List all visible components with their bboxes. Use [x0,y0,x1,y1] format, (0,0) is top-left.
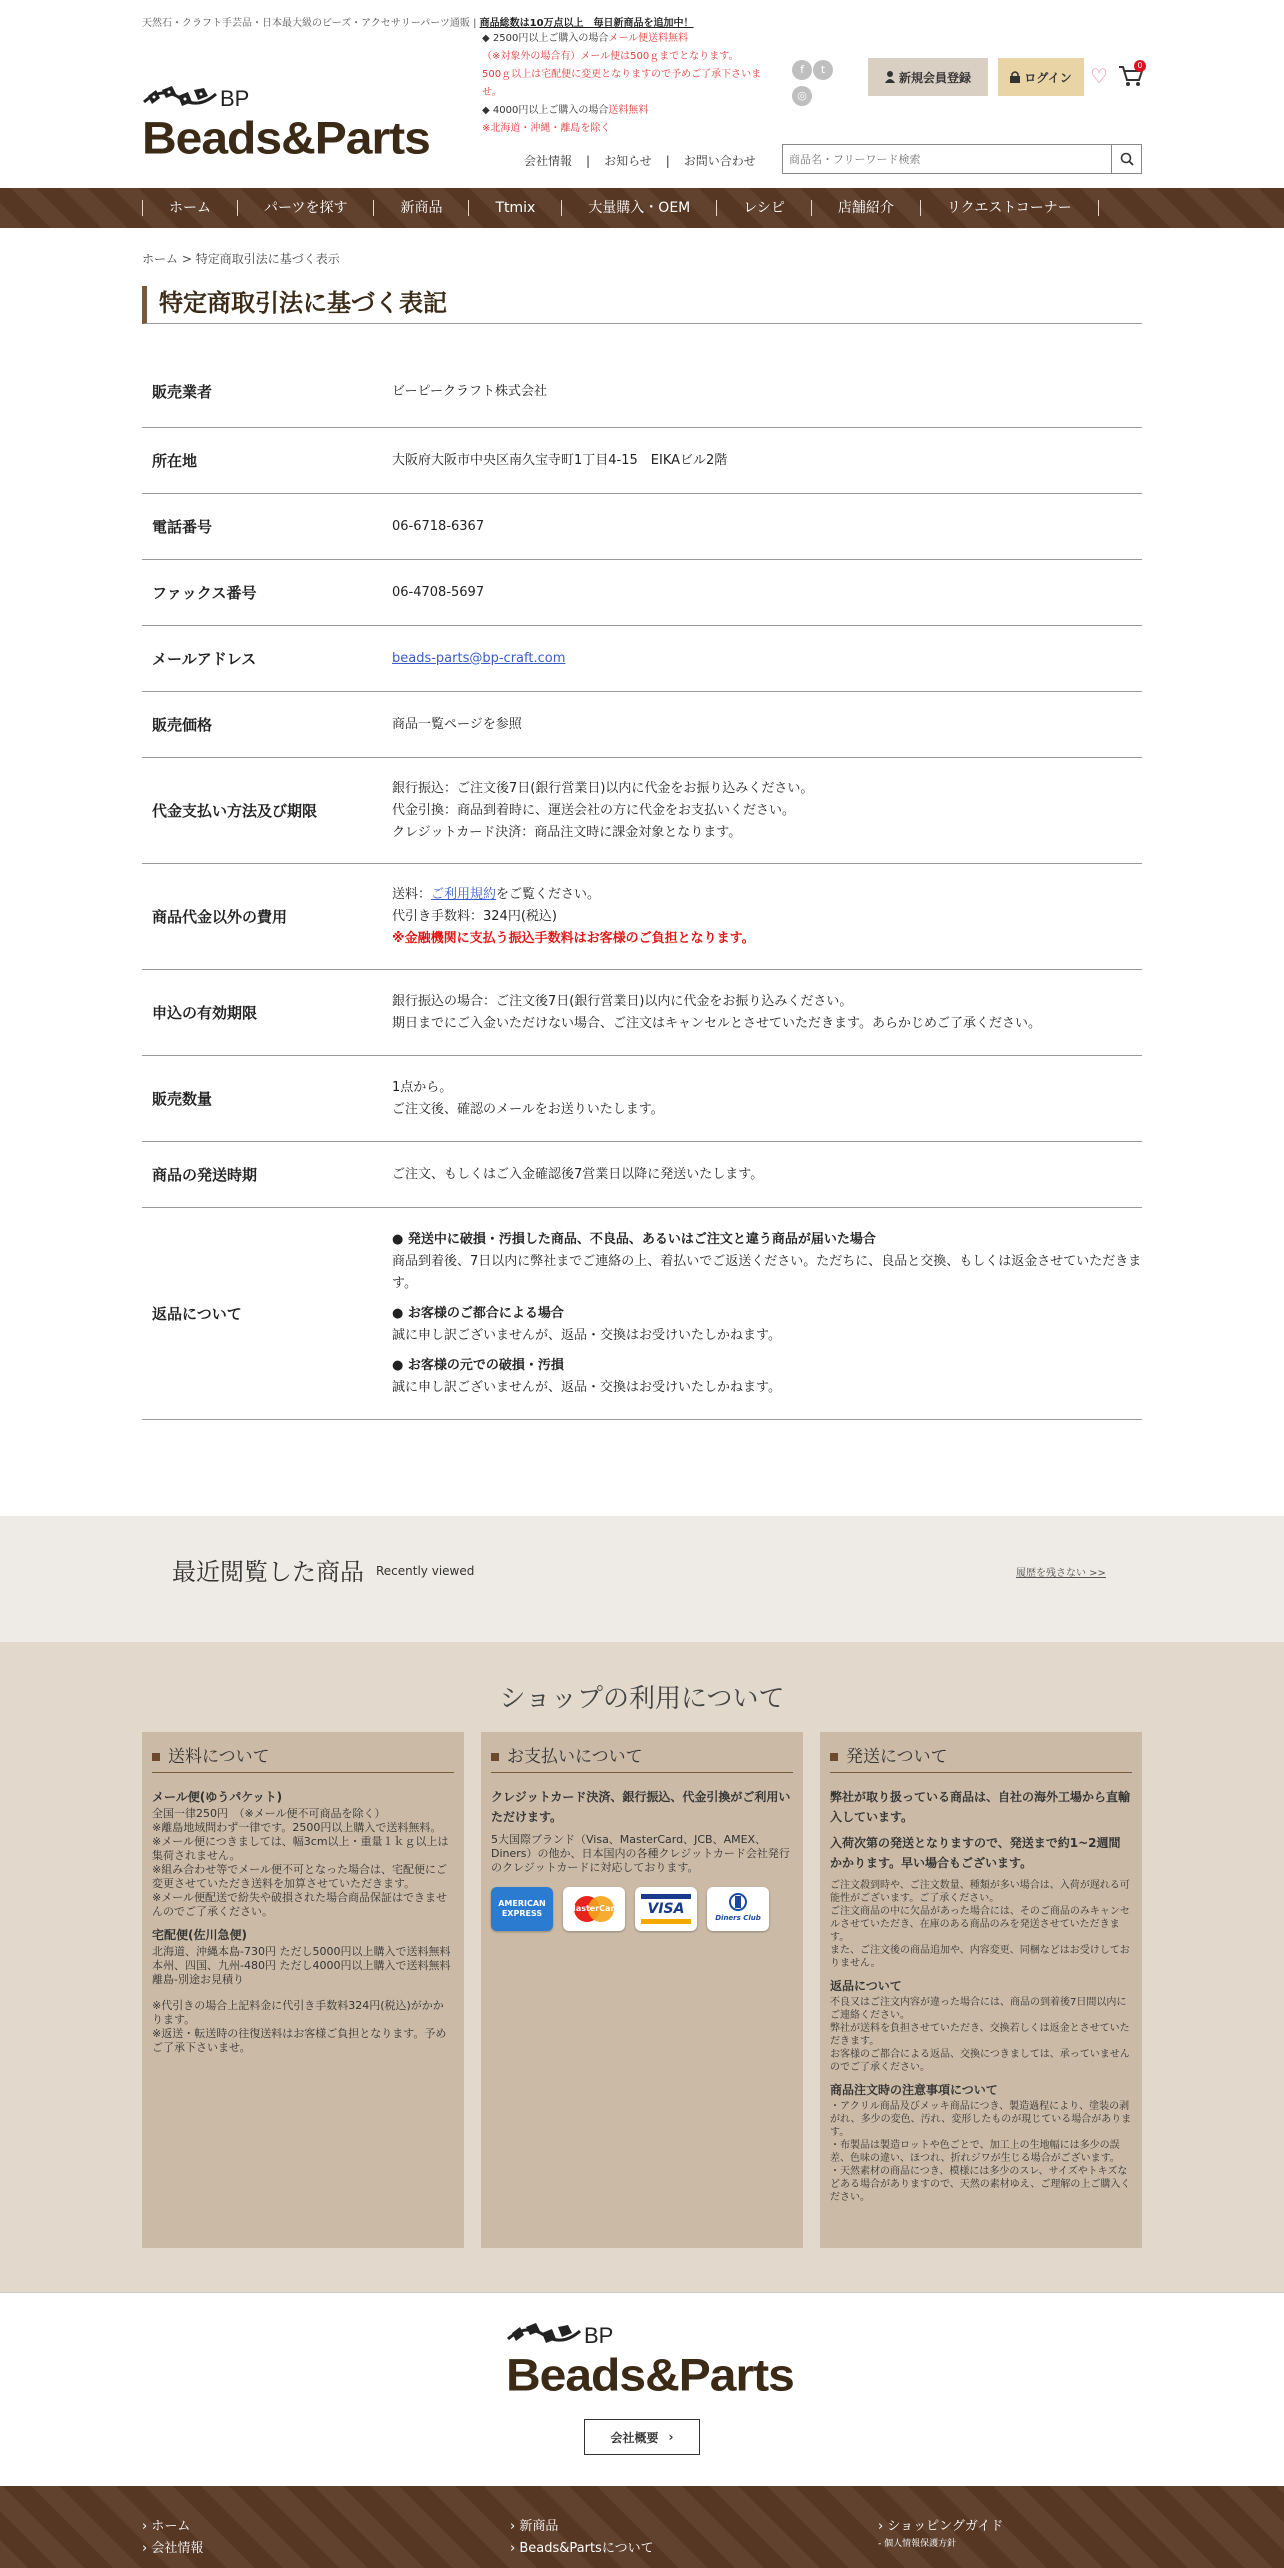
header-tagline [142,14,694,29]
row-value [392,758,1142,863]
return-case-heading: ● 発送中に破損・汚損した商品、不良品、あるいはご注文と違う商品が届いた場合 [392,1231,876,1247]
delivery-card [820,1732,1142,2248]
row-value [392,864,1142,969]
chevron-right-icon: › [668,2430,674,2444]
amex-label: AMERICAN EXPRESS [498,1899,546,1918]
caution-body: ・アクリル商品及びメッキ商品につき、製造過程により、塗装の剥がれ、多少の変色、汚れ、変形したものが現じている場合があります。 ・布製品は製造ロットや色ごとで、加工上の生地幅には多少の誤差、色味の違い、ほつれ、折れジワが生じる場合がございます。 ・天然素材の商品につき、模様には多少のスレ、サイズやトキズなどある場合がありますので、天然の素材ゆえ、ご理解の上ご購入ください。 [830,2101,1132,2203]
square-bullet-icon [152,1753,160,1761]
footer-col-1 [142,2516,203,2560]
shop-usage-section [0,1642,1284,2292]
search-input[interactable] [783,145,1109,173]
value-line: ビーピークラフト株式会社 [392,383,547,399]
twitter-icon[interactable]: t [813,60,833,80]
nav-item[interactable]: ホーム [142,200,237,216]
register-button[interactable] [868,58,988,96]
breadcrumb-separator: > [181,252,192,266]
shipping-note-line [482,66,762,102]
delivery-lead-2: 入荷次第の発送となりますので、発送まで約1~2週間かかります。早い場合もございます。 [830,1836,1121,1870]
row-label: 販売数量 [152,1090,213,1108]
square-bullet-icon [830,1753,838,1761]
shipping-note-line [482,30,762,48]
link-separator: | [665,153,670,168]
register-label: 新規会員登録 [898,70,971,85]
law-table-row [142,560,1142,626]
cod-fee: 代引き手数料：324円(税込) [392,908,557,924]
delivery-body: ご注文殺到時や、ご注文数量、種類が多い場合は、入荷が遅れる可能性がございます。ご了承ください。 ご注文商品の中に欠品があった場合には、そのご商品のみキャンセルさせていただき、在庫のある商品のみを発送させていただきます。 また、ご注文後の商品追加や、内容変更、同梱などはお受けしておりません。 [830,1880,1130,1969]
return-case-heading: ● お客様のご都合による場合 [392,1305,564,1321]
shipping-note-text: ◆ 2500円以上ご購入の場合 [482,33,609,44]
shipping-note-text: 500ｇ以上は宅配便に変更となりますので予めご了承下さいませ。 [482,69,762,98]
shipping-card [142,1732,464,2248]
home-delivery-heading: 宅配便(佐川急便) [152,1928,247,1942]
row-label: 販売価格 [152,716,213,734]
return-case-body: 商品到着後、7日以内に弊社までご連絡の上、着払いでご返送ください。ただちに、良品と交換、もしくは返金させていただきます。 [392,1253,1142,1291]
facebook-icon[interactable]: f [792,60,812,80]
payment-card-title [491,1747,793,1773]
footer-link-guide[interactable]: › ショッピングガイド [878,2516,1003,2538]
row-value [392,1056,1142,1141]
diners-label: Diners Club [715,1914,761,1922]
value-line: 銀行振込の場合：ご注文後7日(銀行営業日)以内に代金をお振り込みください。 [392,993,853,1009]
delivery-card-title [830,1747,1132,1773]
company-info-link[interactable]: 会社情報 [524,154,573,168]
nav-item[interactable]: Ttmix [468,200,561,216]
breadcrumb-current: 特定商取引法に基づく表示 [195,252,340,266]
footer-nav [0,2486,1284,2568]
footer-logo-text: Beads&Parts [506,2350,794,2401]
visa-label: VISA [647,1901,685,1917]
mail-delivery-body: 全国一律250円 （※メール便不可商品を除く） ※離島地域問わず一律です。2500円以上購入で送料無料。 ※メール便につきましては、幅3cm以上・重量１ｋｇ以上は集荷されません。 ※組み合わせ等でメール便不可となった場合は、宅配便にご変更させていただき送料を加算させていただきます。 ※メール便配送で紛失や破損された場合商品保証はできませんのでご了承ください。 [152,1807,449,1918]
value-line: ご注文後、確認のメールをお送りいたします。 [392,1101,664,1117]
law-table-row [142,356,1142,428]
lock-icon [1010,71,1020,83]
mail-delivery-heading: メール便(ゆうパケット) [152,1790,283,1804]
tagline-highlight: 商品総数は10万点以上 毎日新商品を追加中！ [479,18,694,29]
value-line: 商品一覧ページを参照 [392,716,522,732]
shipping-title-text: 送料について [168,1747,270,1767]
footer-logo[interactable] [506,2321,794,2411]
site-header [0,0,1284,188]
nav-list [142,188,1099,228]
footer-link-about[interactable]: › Beads&Partsについて [510,2538,654,2560]
amex-icon [491,1887,553,1931]
shipping-notes [482,30,762,138]
footer-brand [0,2292,1284,2486]
return-case-heading: ● お客様の元での破損・汚損 [392,1357,564,1373]
terms-link[interactable]: ご利用規約 [431,886,497,902]
page-title: 特定商取引法に基づく表記 [142,286,1142,324]
shipping-suffix: をご覧ください。 [496,886,601,902]
value-line: ご注文、もしくはご入金確認後7営業日以降に発送いたします。 [392,1166,764,1182]
footer-link-home[interactable]: › ホーム [142,2516,203,2538]
shipping-note-highlight: 送料無料 [608,105,649,116]
header-links [524,152,756,169]
row-label: 所在地 [152,452,198,470]
visa-icon [635,1887,697,1931]
shipping-prefix: 送料： [392,886,432,902]
row-value [392,560,1142,625]
recently-viewed-section [0,1516,1284,1642]
company-overview-label: 会社概要 [610,2430,659,2445]
contact-link[interactable]: お問い合わせ [683,154,756,168]
link-separator: | [586,153,591,168]
shipping-note-line [482,120,762,138]
payment-card [481,1732,803,2248]
diners-icon [707,1887,769,1931]
visa-stripe [641,1919,691,1924]
recent-subtitle: Recently viewed [376,1564,475,1578]
nav-item[interactable]: 大量購入・OEM [561,200,716,216]
global-nav [0,188,1284,228]
nav-item[interactable]: リクエストコーナー [920,200,1099,216]
payment-body: 5大国際ブランド（Visa、MasterCard、JCB、AMEX、Diners）の他か、日本国内の各種クレジットカード会社発行のクレジットカードに対応しております。 [491,1833,790,1874]
law-table-row [142,1056,1142,1142]
shipping-note-line [482,102,762,120]
nav-item[interactable]: 新商品 [373,200,468,216]
nav-item[interactable]: パーツを探す [237,200,373,216]
usage-title: ショップの利用について [499,1684,785,1714]
user-icon [885,71,895,83]
recent-title: 最近閲覧した商品 [172,1558,364,1586]
value-line: 大阪府大阪市中央区南久宝寺町1丁目4-15 EIKAビル2階 [392,452,728,468]
search-icon [1120,152,1134,166]
breadcrumb [142,250,340,267]
square-bullet-icon [491,1753,499,1761]
law-table-row [142,428,1142,494]
login-label: ログイン [1024,70,1072,85]
return-heading: 返品について [830,1979,902,1993]
shipping-note-text: ※北海道・沖縄・離島を除く [482,123,611,134]
footer-link-privacy[interactable]: - 個人情報保護方針 [878,2538,1003,2550]
diners-circle-icon [726,1893,750,1911]
shipping-note-line [482,48,762,66]
shipping-note-text: ◆ 4000円以上ご購入の場合 [482,105,609,116]
nav-item[interactable]: レシピ [716,200,811,216]
return-case-body: 誠に申し訳ございませんが、返品・交換はお受けいたしかねます。 [392,1327,781,1343]
row-value [392,1208,1142,1419]
value-line: 06-6718-6367 [392,518,485,534]
row-value [392,494,1142,559]
payment-title-text: お支払いについて [507,1747,643,1767]
site-logo[interactable] [142,84,430,170]
law-table-row [142,692,1142,758]
value-line: 06-4708-5697 [392,584,485,600]
value-line: 期日までにご入金いただけない場合、ご注文はキャンセルとさせていただきます。あらかじめご了承ください。 [392,1015,1041,1031]
value-line: 1点から。 [392,1079,453,1095]
row-value [392,692,1142,757]
row-label: 代金支払い方法及び期限 [152,802,318,820]
value-line: 代金引換：商品到着時に、運送会社の方に代金をお支払いください。 [392,802,796,818]
footer-col-3 [878,2516,1003,2550]
row-label: ファックス番号 [152,584,257,602]
law-table-row [142,494,1142,560]
news-link[interactable]: お知らせ [604,154,652,168]
clear-history-link[interactable]: 履歴を残さない >> [1016,1568,1106,1579]
delivery-title-text: 発送について [846,1747,948,1767]
value-line [392,884,1142,906]
footer-link-company[interactable]: › 会社情報 [142,2538,203,2560]
footer-col-2 [510,2516,654,2560]
row-value [392,626,1142,691]
shipping-note-text: （※対象外の場合有）メール便は500ｇまでとなります。 [482,51,739,62]
row-label: 申込の有効期限 [152,1004,258,1022]
search-box [782,144,1142,174]
law-table-row [142,1208,1142,1420]
mastercard-label: MasterCard [567,1904,621,1913]
cart-count-badge: 0 [1134,60,1146,72]
row-value [392,356,1142,427]
company-overview-button[interactable] [584,2419,700,2455]
delivery-lead-1: 弊社が取り扱っている商品は、自社の海外工場から直輸入しています。 [830,1790,1131,1824]
law-table [142,356,1142,1420]
caution-heading: 商品注文時の注意事項について [830,2083,998,2097]
row-label: 販売業者 [152,383,213,401]
tagline-text: 天然石・クラフト手芸品・日本最大級のビーズ・アクセサリーパーツ通販 | [142,18,480,29]
row-value [392,970,1142,1055]
row-label: 電話番号 [152,518,213,536]
law-table-row [142,1142,1142,1208]
value-line: 銀行振込：ご注文後7日(銀行営業日)以内に代金をお振り込みください。 [392,780,814,796]
payment-lead: クレジットカード決済、銀行振込、代金引換がご利用いただけます。 [491,1790,791,1824]
row-label: 商品の発送時期 [152,1166,258,1184]
email-link[interactable]: beads-parts@bp-craft.com [392,650,566,666]
shipping-card-title [152,1747,454,1773]
shipping-note-highlight: メール便送料無料 [608,33,689,44]
law-table-row [142,864,1142,970]
row-value [392,428,1142,493]
logo-bp: BP [220,86,250,111]
favorite-heart-icon[interactable]: ♡ [1090,64,1108,88]
row-value [392,1142,1142,1207]
instagram-icon[interactable]: ◎ [792,86,812,106]
footer-logo-bp: BP [584,2323,614,2348]
search-button[interactable] [1111,145,1141,173]
breadcrumb-home[interactable]: ホーム [142,252,179,266]
footer-link-new[interactable]: › 新商品 [510,2516,654,2538]
nav-item[interactable]: 店舗紹介 [811,200,920,216]
login-button[interactable] [998,58,1084,96]
transfer-fee-warning: ※金融機関に支払う振込手数料はお客様のご負担となります。 [392,930,755,946]
logo-text: Beads&Parts [142,113,430,164]
return-body: 不良又はご注文内容が違った場合には、商品の到着後7日間以内にご連絡ください。 弊社が送料を負担させていただき、交換若しくは返金とさせていただきます。 お客様のご都合による返品、交換につきましては、承っていませんのでご了承ください。 [830,1997,1130,2073]
shipping-note: ※代引きの場合上記料金に代引き手数料324円(税込)がかかります。 ※返送・転送時の往復送料はお客様ご負担となります。予めご了承下さいませ。 [152,1999,447,2054]
social-links [792,58,838,110]
value-line: クレジットカード決済：商品注文時に課金対象となります。 [392,824,742,840]
return-case-body: 誠に申し訳ございませんが、返品・交換はお受けいたしかねます。 [392,1379,781,1395]
law-table-row [142,970,1142,1056]
row-label: 商品代金以外の費用 [152,908,288,926]
row-label: メールアドレス [152,650,257,668]
row-label: 返品について [152,1305,242,1323]
home-delivery-body: 北海道、沖縄本島-730円 ただし5000円以上購入で送料無料 本州、四国、九州-480円 ただし4000円以上購入で送料無料 離島-別途お見積り [152,1945,451,1986]
mastercard-icon [563,1887,625,1931]
law-table-row [142,626,1142,692]
law-table-row [142,758,1142,864]
credit-card-logos [491,1887,793,1931]
